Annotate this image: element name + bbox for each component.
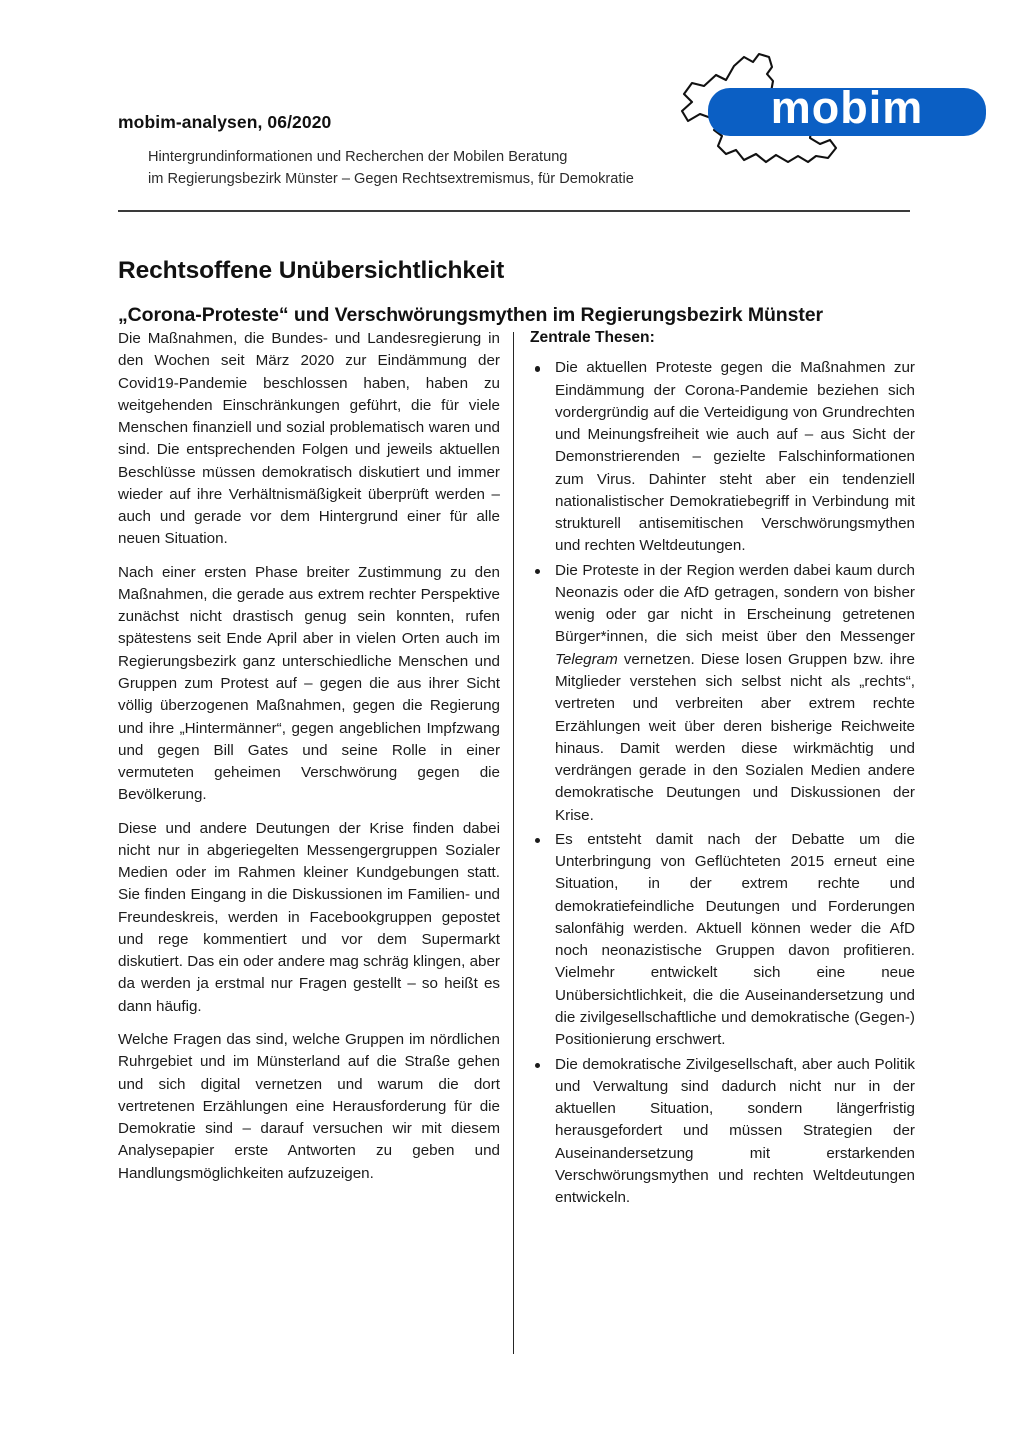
issue-line: mobim-analysen, 06/2020 xyxy=(118,112,332,132)
left-column xyxy=(118,328,500,1185)
mobim-logo xyxy=(660,50,990,168)
column-divider xyxy=(513,332,514,1354)
list-item xyxy=(530,1054,915,1210)
bullet-text-before: Die Proteste in der Region werden dabei kaum durch Neonazis oder die AfD getragen, sondern von bisher wenig oder gar nicht in Erscheinung getretenen Bürger*innen, die sich meist über den Messenger xyxy=(555,561,915,646)
body-paragraph: Die Maßnahmen, die Bundes- und Landesregierung in den Wochen seit März 2020 zur Eindämmung der Covid19-Pandemie beschlossen haben, haben zu weitgehenden Einschränkungen geführt, die für viele Menschen finanziell und sozial problematisch waren und sind. Die entsprechenden Folgen und jeweils aktuellen Beschlüsse müssen demokratisch diskutiert und immer wieder auf ihre Verhältnismäßigkeit überprüft werden – auch und gerade vor dem Hintergrund einer für alle neuen Situation. xyxy=(118,330,500,548)
bullet-dot-icon xyxy=(535,838,540,843)
page-title: Rechtsoffene Unübersichtlichkeit xyxy=(118,257,505,285)
bullet-text-before: Es entsteht damit nach der Debatte um die Unterbringung von Geflüchteten 2015 erneut eine Situation, in der extrem rechte und demokratiefeindliche Deutungen und Forderungen salonfähig werden. Aktuell können weder die AfD noch neonazistische Gruppen davon profitieren. Vielmehr entwickelt sich eine neue Unübersichtlichkeit, die die Auseinandersetzung und die zivilgesellschaftliche und demokratische (Gegen-) Positionierung erschwert. xyxy=(555,830,915,1049)
logo-wordmark: mobim xyxy=(770,82,924,133)
header-text-block xyxy=(118,112,638,191)
bullet-text-after: vernetzen. Diese losen Gruppen bzw. ihre Mitglieder verstehen sich selbst nicht als „rechts“, vertreten und verbreiten aber extrem rechte Erzählungen weit über deren bisherige Reichweite hinaus. Damit werden diese wirkmächtig und verdrängen gerade in den Sozialen Medien andere demokratische Deutungen und Diskussionen der Krise. xyxy=(555,650,915,824)
bullet-dot-icon xyxy=(535,366,540,371)
bullet-text-italic: Telegram xyxy=(555,650,618,668)
body-paragraph: Welche Fragen das sind, welche Gruppen im nördlichen Ruhrgebiet und im Münsterland auf die Straße gehen und sich digital vernetzen und warum die dort vertretenen Erzählungen eine Herausforderung für die Demokratie sind – darauf versuchen wir mit diesem Analysepapier erste Antworten zu geben und Handlungsmöglichkeiten aufzuzeigen. xyxy=(118,1030,500,1182)
right-column xyxy=(530,328,915,1211)
body-paragraph: Nach einer ersten Phase breiter Zustimmung zu den Maßnahmen, die gerade aus extrem rechter Perspektive zunächst nicht drastisch genug sein konnten, rufen spätestens seit Ende April aber in vielen Orten auch im Regierungsbezirk ganz unterschiedliche Menschen und Gruppen zum Protest auf – gegen die aus ihrer Sicht völlig überzogenen Maßnahmen, gegen die Regierung und ihre „Hintermänner“, gegen angeblichen Impfzwang und gegen Bill Gates und seine Rolle in einer vermuteten geheimen Verschwörung gegen die Bevölkerung. xyxy=(118,563,500,804)
theses-heading: Zentrale Thesen: xyxy=(530,329,655,346)
header-subtitle-block xyxy=(148,146,638,191)
bullet-text-before: Die aktuellen Proteste gegen die Maßnahmen zur Eindämmung der Corona-Pandemie beziehen sich vordergründig auf die Verteidigung von Grundrechten und Meinungsfreiheit wie auch auf – aus Sicht der Demonstrierenden – gezielte Falschinformationen zum Virus. Dahinter steht aber ein tendenziell nationalistischer Demokratiebegriff in Verbindung mit strukturell antisemitischen Verschwörungsmythen und rechten Weltdeutungen. xyxy=(555,359,915,555)
bullet-dot-icon xyxy=(535,1063,540,1068)
header-divider-rule xyxy=(118,210,910,212)
header-subtitle-line-2: im Regierungsbezirk Münster – Gegen Rechtsextremismus, für Demokratie xyxy=(148,171,634,188)
header-subtitle-line-1: Hintergrundinformationen und Recherchen der Mobilen Beratung xyxy=(148,149,568,165)
theses-list xyxy=(530,357,915,1209)
bullet-text-before: Die demokratische Zivilgesellschaft, aber auch Politik und Verwaltung sind dadurch nicht nur in der aktuellen Situation, sondern längerfristig herausgefordert und müssen Strategien der Auseinandersetzung mit erstarkenden Verschwörungsmythen und rechten Weltdeutungen entwickeln. xyxy=(555,1055,915,1207)
body-paragraph: Diese und andere Deutungen der Krise finden dabei nicht nur in abgeriegelten Messengergruppen Sozialer Medien oder im Rahmen kleiner Kundgebungen statt. Sie finden Eingang in die Diskussionen im Familien- und Freundeskreis, werden in Facebookgruppen gepostet und rege kommentiert und vor dem Supermarkt diskutiert. Das ein oder andere mag schräg klingen, aber da werden ja erstmal nur Fragen gestellt – so heißt es dann häufig. xyxy=(118,819,500,1015)
list-item xyxy=(530,560,915,827)
list-item xyxy=(530,829,915,1052)
bullet-dot-icon xyxy=(535,569,540,574)
page-subtitle: „Corona-Proteste“ und Verschwörungsmythen im Regierungsbezirk Münster xyxy=(118,303,823,326)
list-item xyxy=(530,357,915,557)
document-header xyxy=(0,0,1024,214)
